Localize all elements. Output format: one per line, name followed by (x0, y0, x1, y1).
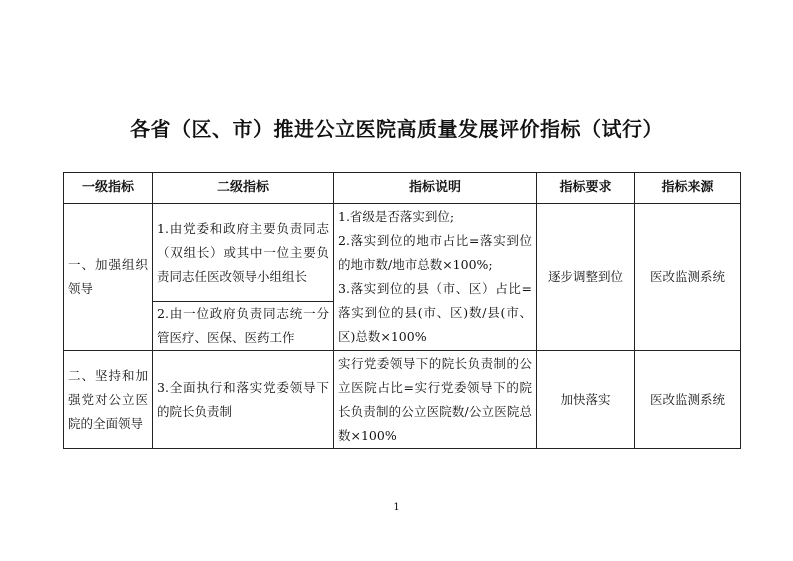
source-cell: 医改监测系统 (635, 351, 741, 449)
table-header-row (64, 173, 741, 204)
level1-cell: 二、坚持和加强党对公立医院的全面领导 (64, 351, 153, 449)
source-cell: 医改监测系统 (635, 204, 741, 351)
header-description: 指标说明 (334, 173, 537, 204)
header-level1: 一级指标 (64, 173, 153, 204)
header-source: 指标来源 (635, 173, 741, 204)
description-cell (334, 204, 537, 351)
description-cell: 实行党委领导下的院长负责制的公立医院占比=实行党委领导下的院长负责制的公立医院数/公立医院总数×100% (334, 351, 537, 449)
table-row (64, 204, 741, 302)
table-row (64, 351, 741, 449)
description-line: 1.省级是否落实到位; (338, 209, 455, 224)
level1-cell: 一、加强组织领导 (64, 204, 153, 351)
document-title: 各省（区、市）推进公立医院高质量发展评价指标（试行） (130, 117, 663, 141)
level2-cell: 3.全面执行和落实党委领导下的院长负责制 (153, 351, 334, 449)
description-line: 3.落实到位的县（市、区）占比=落实到位的县(市、区)数/县(市、区)总数×100% (338, 281, 532, 344)
description-line: 2.落实到位的地市占比=落实到位的地市数/地市总数×100%; (338, 233, 532, 272)
level2-cell: 2.由一位政府负责同志统一分管医疗、医保、医药工作 (153, 302, 334, 351)
page-number: 1 (393, 502, 400, 513)
header-level2: 二级指标 (153, 173, 334, 204)
level2-cell: 1.由党委和政府主要负责同志（双组长）或其中一位主要负责同志任医改领导小组组长 (153, 204, 334, 302)
indicator-table (63, 172, 741, 449)
requirement-cell: 加快落实 (537, 351, 635, 449)
requirement-cell: 逐步调整到位 (537, 204, 635, 351)
header-requirement: 指标要求 (537, 173, 635, 204)
